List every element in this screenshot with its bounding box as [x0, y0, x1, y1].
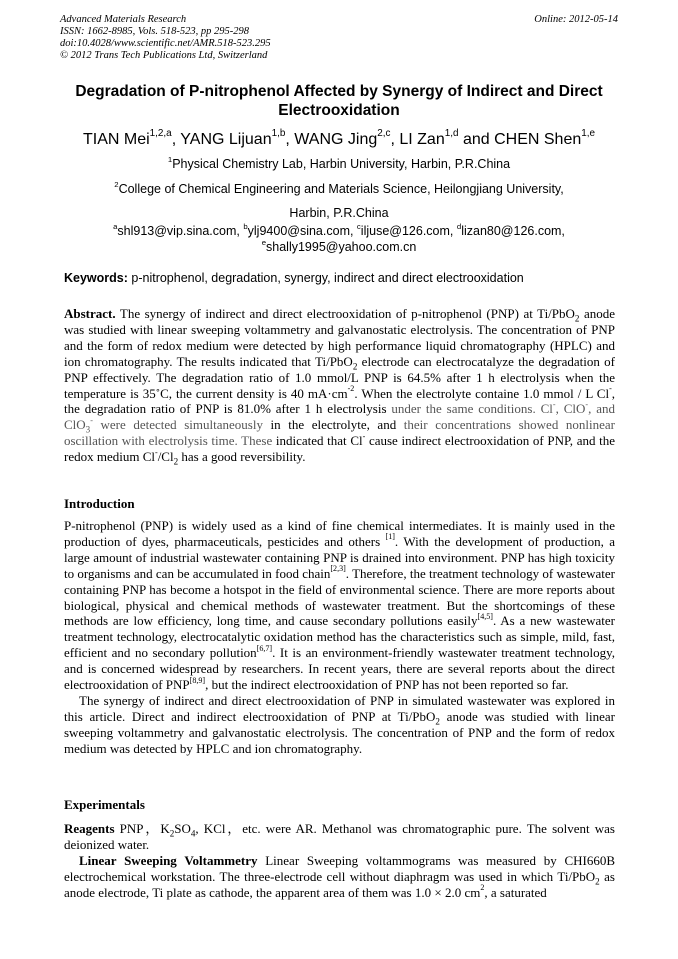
- copyright-line: © 2012 Trans Tech Publications Ltd, Switzerland: [60, 50, 268, 61]
- introduction-body: P-nitrophenol (PNP) is widely used as a kind of fine chemical intermediates. It is mainly used in the production of dyes, pharmaceuticals, pesticides and others [1]. With the development of production, a large amount of industrial wastewater containing PNP is drained into environment. PNP has high toxicity to organisms and can be accumulated in food chain[2,3]. Therefore, the treatment technology of wastewater containing PNP has become a hotspot in the field of environmental science. There are more reports about biological, physical and chemical methods of wastewater treatment. But the shortcomings of these methods are low efficiency, long time, and cause secondary pollutions easily[4,5]. As a new wastewater treatment technology, electrocatalytic oxidation method has the characteristics such as simple, mild, fast, efficient and no secondary pollution[6,7]. It is an environment-friendly wastewater treatment technology, and is concerned widespread by researchers. In recent years, there are several reports about the direct electrooxidation of PNP[8,9], but the indirect electrooxidation of PNP has not been reported so far. The synergy of indirect and direct electrooxidation of PNP in simulated wastewater was explored in this article. Direct and indirect electrooxidation of PNP at Ti/PbO$_2$ anode was studied with linear sweeping voltammetry and galvanostatic electrolysis. The concentration of PNP and the form of redox medium was detected by HPLC and ion chromatography.: [64, 518, 615, 756]
- doi-line: doi:10.4028/www.scientific.net/AMR.518-523.295: [60, 38, 271, 49]
- author-list: TIAN Mei$^{1,2,a}$, YANG Lijuan$^{1,b}$, WANG Jing$^{2,c}$, LI Zan$^{1,d}$ and CHEN Shen$^{1,e}$: [82, 128, 596, 148]
- paper-title: Degradation of P-nitrophenol Affected by Synergy of Indirect and Direct Electrooxidation: [75, 83, 603, 119]
- affiliation-1: $^1$Physical Chemistry Lab, Harbin University, Harbin, P.R.China: [167, 154, 511, 171]
- journal-name: Advanced Materials Research: [60, 14, 187, 25]
- abstract: Abstract. The synergy of indirect and direct electrooxidation of p-nitrophenol (PNP) at Ti/PbO$_2$ anode was studied with linear sweeping voltammetry and galvanostatic electrolysis. The concentration of PNP and the form of redox medium were detected by high performance liquid chromatography (HPLC) and ion chromatography. The results indicated that Ti/PbO$_2$ electrode can electrocatalyze the degradation of PNP effectively. The degradation ratio of 1.0 mmol/L PNP is 64.5% after 1 h electrolysis when the temperature is 35˚C, the current density is 40 $mA\cdot cm^{-2}$. When the electrolyte containe 1.0 mmol / L Cl-, the degradation ratio of PNP is 81.0% after 1 h electrolysis under the same conditions. Cl-, ClO-, and ClO$_3$- were detected simultaneously in the electrolyte, and their concentrations showed nonlinear oscillation with electrolysis time. These indicated that Cl- cause indirect electrooxidation of PNP, and the redox medium $Cl^-/Cl_2$ has a good reversibility.: [64, 306, 616, 467]
- issn-line: ISSN: 1662-8985, Vols. 518-523, pp 295-298: [60, 26, 249, 37]
- affiliation-2: $^2$College of Chemical Engineering and Materials Science, Heilongjiang University,: [114, 179, 564, 196]
- experimentals-heading: Experimentals: [64, 797, 145, 812]
- introduction-heading: Introduction: [64, 496, 135, 511]
- journal-header: [60, 14, 618, 62]
- keywords: Keywords: p-nitrophenol, degradation, synergy, indirect and direct electrooxidation: [64, 271, 524, 285]
- experimentals-body: Reagents PNP，$K_2SO_4$, KCl，etc. were AR. Methanol was chromatographic pure. The solvent was deionized water. Linear Sweeping Voltammetry Linear Sweeping voltammograms was measured by CHI660B electrochemical workstation. The three-electrode cell without diaphragm was used in which Ti/PbO$_2$ as anode electrode, Ti plate as cathode, the apparent area of them was 1.0 × 2.0 $cm^2$, a saturated: [64, 821, 615, 900]
- email-list: $^a$shl913@vip.sina.com, $^b$ylj9400@sina.com, $^c$iljuse@126.com, $^d$lizan80@126.com, $^e$shally1995@yahoo.com.cn: [113, 221, 565, 254]
- online-date: Online: 2012-05-14: [534, 14, 618, 25]
- affiliation-2-city: Harbin, P.R.China: [289, 206, 389, 220]
